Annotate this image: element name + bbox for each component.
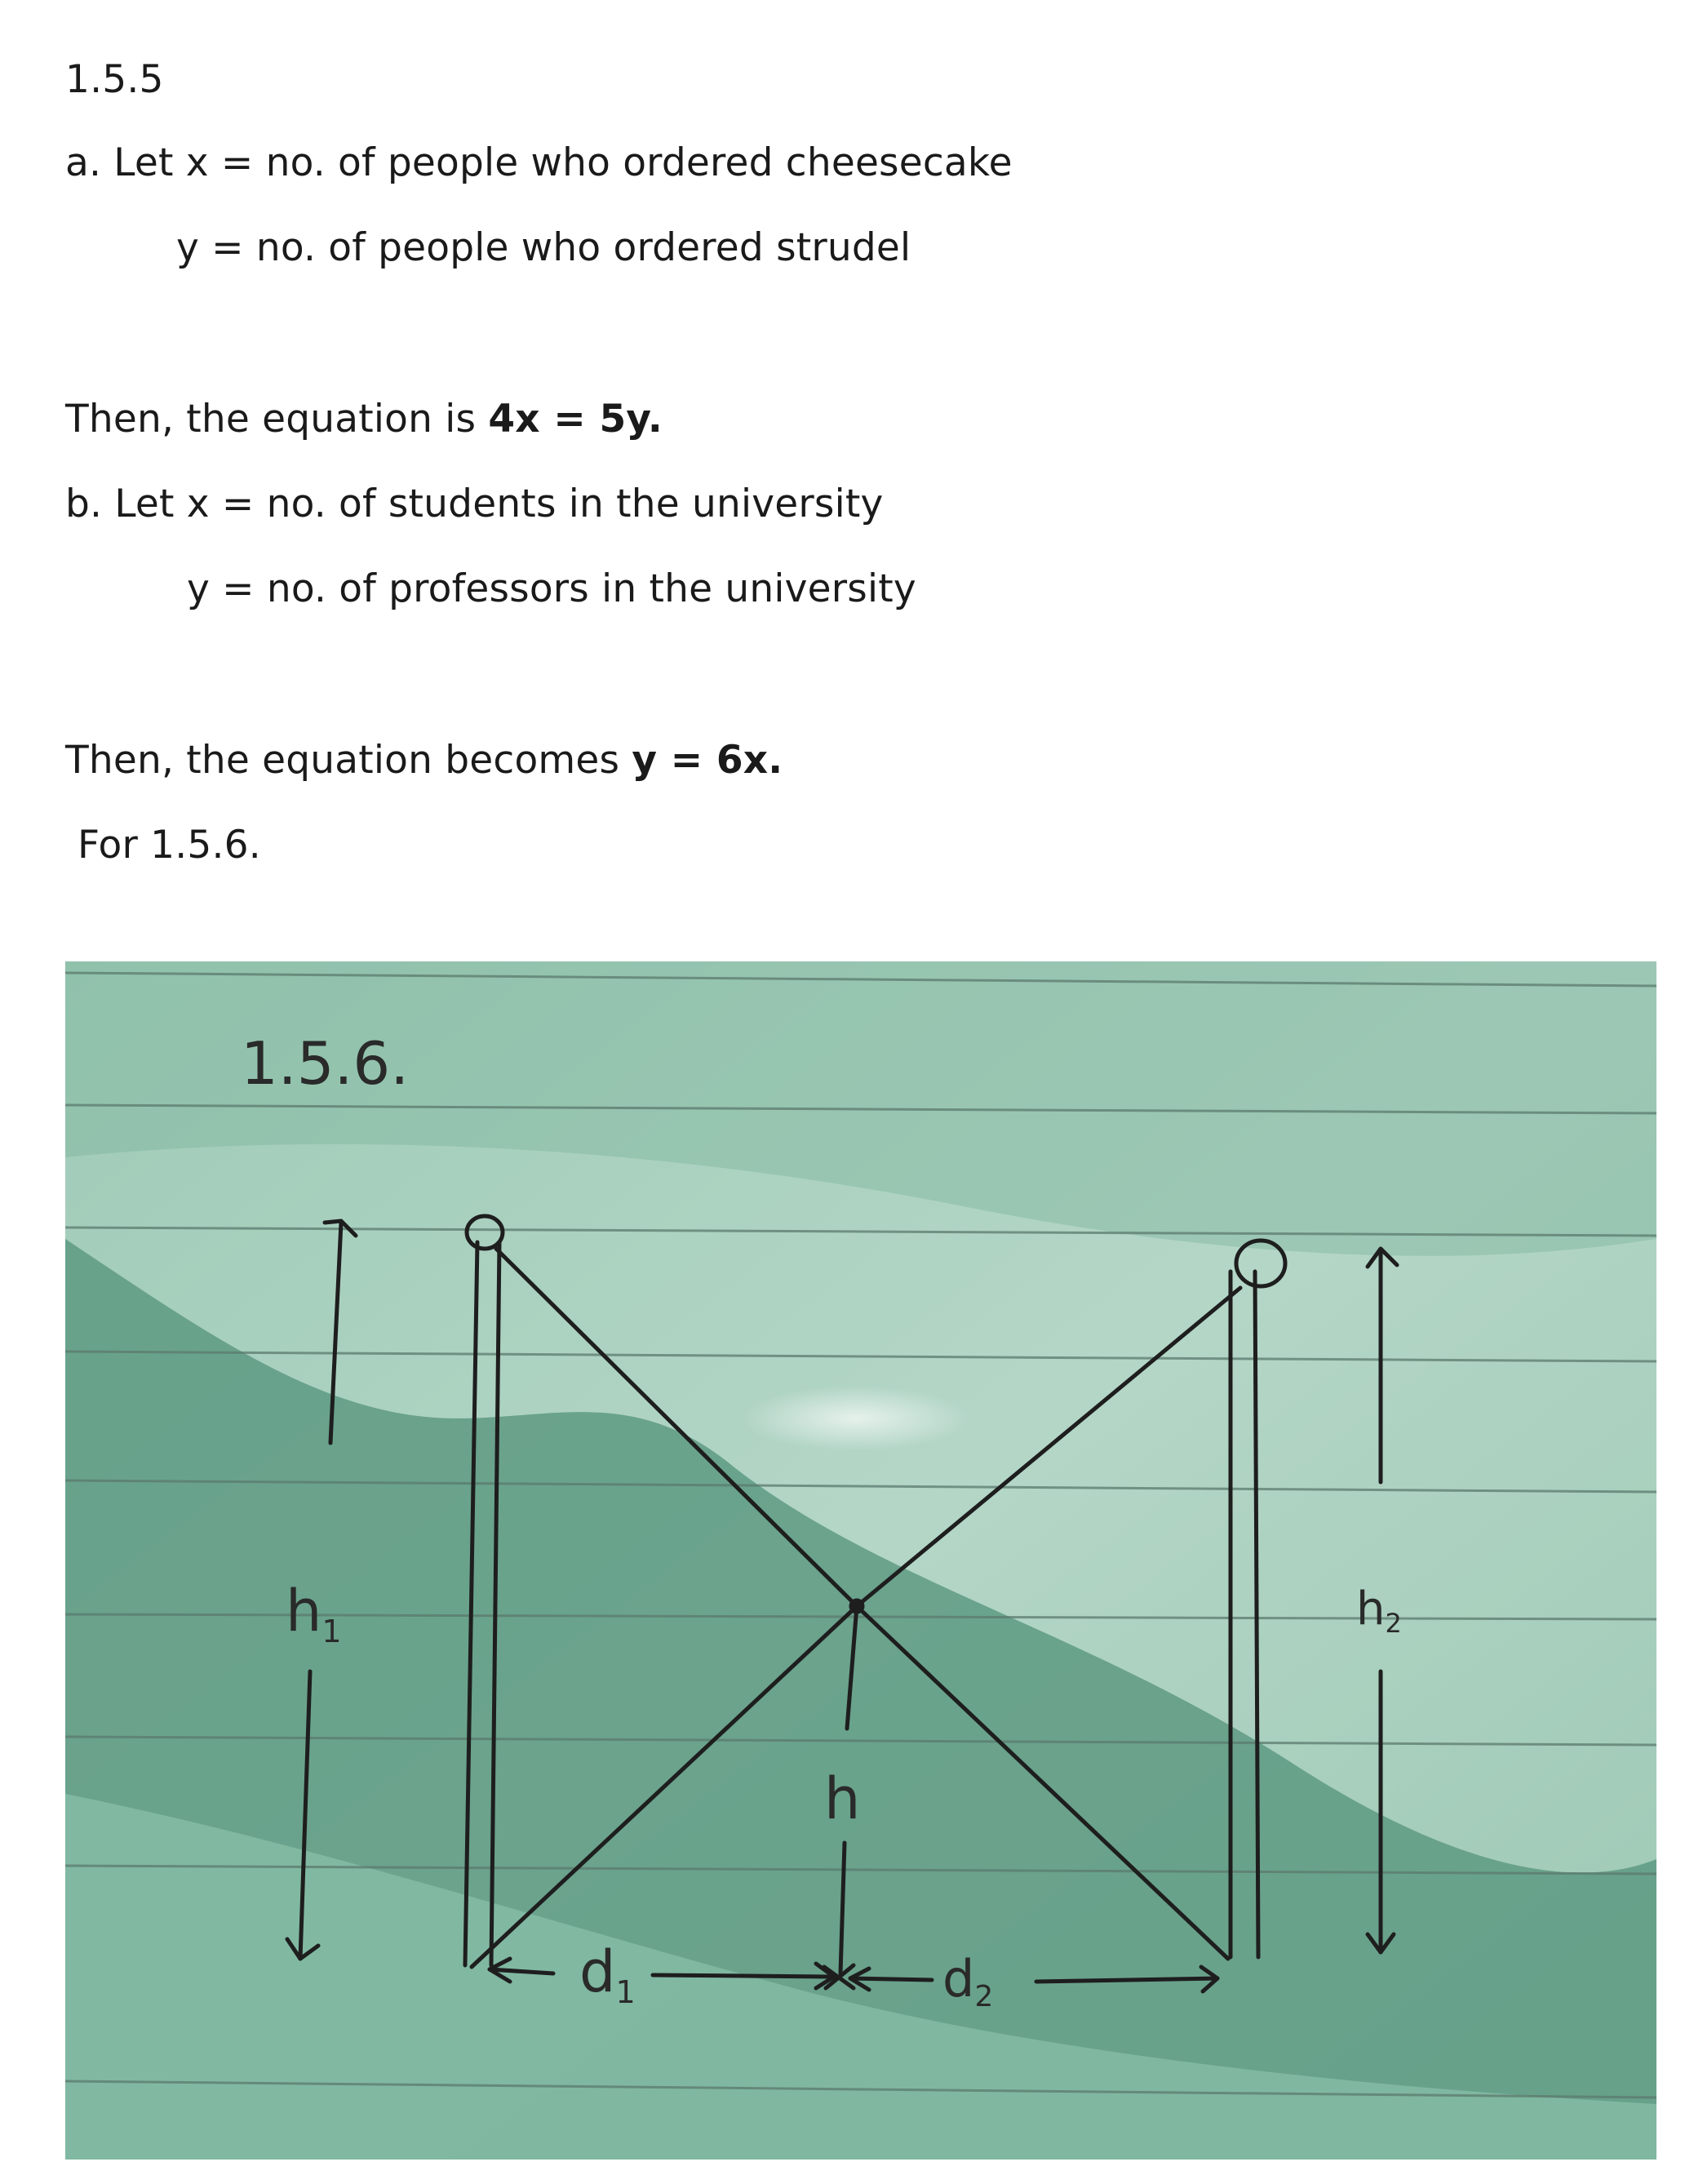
- label-d1-sub: 1: [615, 1974, 636, 2010]
- label-h2-letter: h: [1356, 1583, 1386, 1636]
- handwritten-sketch-photo: [65, 961, 1656, 2160]
- glare-spot: [743, 1386, 971, 1451]
- part-a-x-definition: a. Let x = no. of people who ordered cheesecake: [65, 140, 1013, 185]
- section-heading-155: 1.5.5: [65, 57, 164, 102]
- part-a-equation-prefix: Then, the equation is: [65, 397, 489, 442]
- for-156-label: For 1.5.6.: [78, 823, 261, 868]
- sketch-canvas: [65, 961, 1656, 2160]
- label-d2-letter: d: [942, 1949, 975, 2009]
- label-h1-sub: 1: [322, 1614, 342, 1649]
- d2-arrow-left-shaft: [850, 1978, 932, 1980]
- label-h: h: [824, 1765, 861, 1832]
- part-b-equation: y = 6x.: [632, 738, 783, 783]
- sketch-title: 1.5.6.: [241, 1029, 410, 1098]
- part-b-equation-line: [65, 738, 783, 783]
- part-a-y-definition: y = no. of people who ordered strudel: [176, 225, 911, 270]
- label-d2-sub: 2: [974, 1980, 994, 2013]
- part-a-equation: 4x = 5y.: [488, 397, 663, 442]
- label-h2-sub: 2: [1385, 1608, 1402, 1639]
- part-a-equation-line: [65, 397, 663, 442]
- part-b-y-definition: y = no. of professors in the university: [187, 566, 916, 611]
- part-b-equation-prefix: Then, the equation becomes: [65, 738, 632, 783]
- d1-arrow-right-shaft: [653, 1975, 834, 1977]
- label-d1-letter: d: [579, 1938, 616, 2005]
- part-b-x-definition: b. Let x = no. of students in the university: [65, 482, 884, 526]
- label-h1-letter: h: [286, 1578, 322, 1645]
